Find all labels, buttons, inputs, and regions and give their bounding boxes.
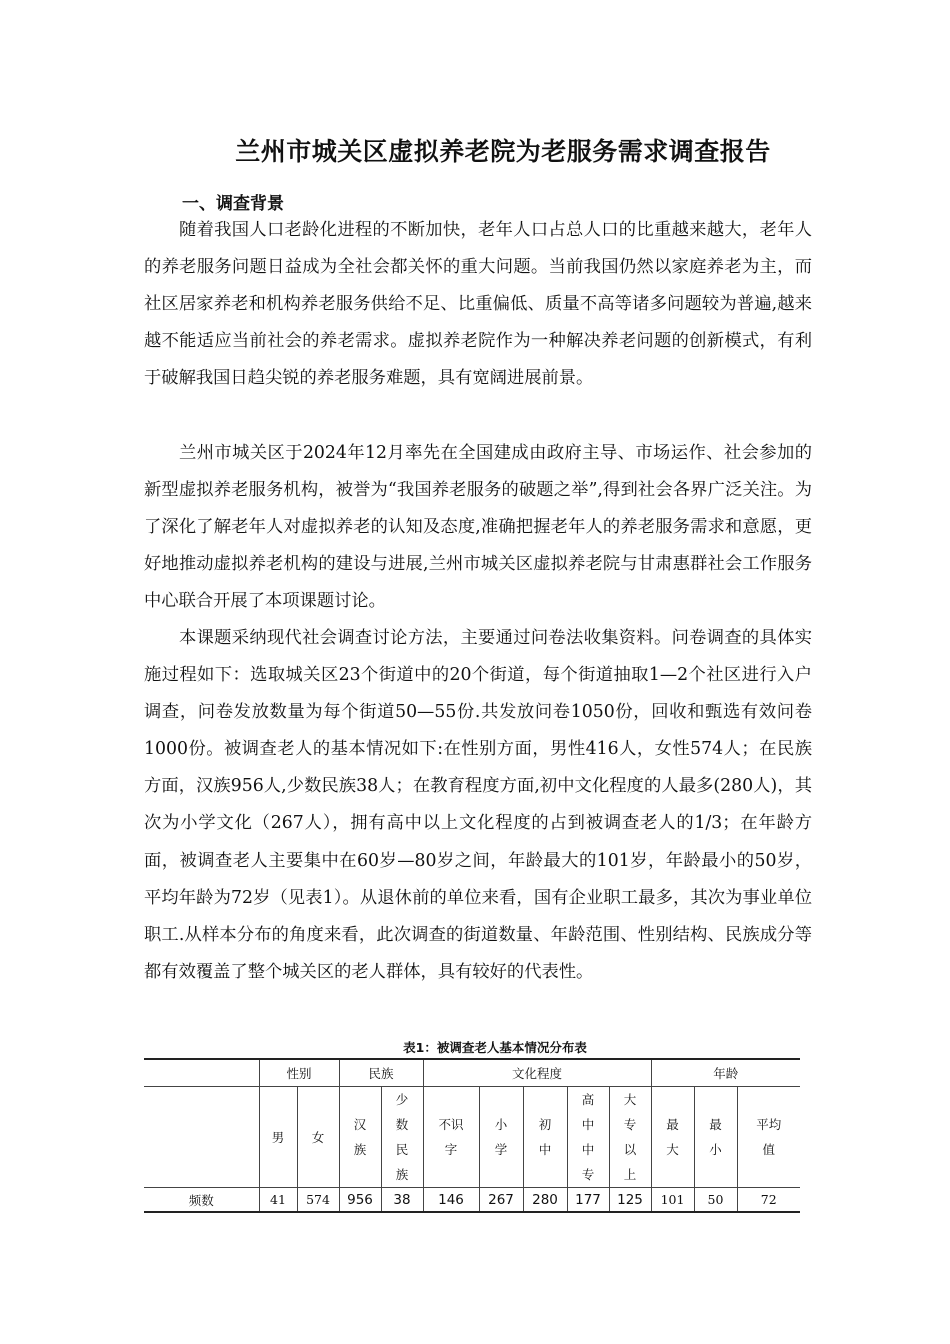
table-cell: 177 [567,1188,609,1213]
table-column-header: 最小 [694,1087,737,1188]
table-empty-cell [144,1087,259,1188]
table-cell: 50 [694,1188,737,1213]
table-header-row [144,1059,800,1087]
page-title: 兰州市城关区虚拟养老院为老服务需求调查报告 [235,137,771,166]
table-cell: 125 [609,1188,651,1213]
table-column-header: 大专以上 [609,1087,651,1188]
section-heading: 一、调查背景 [182,194,284,214]
paragraph: 随着我国人口老龄化进程的不断加快，老年人口占总人口的比重越来越大，老年人的养老服务问题日益成为全社会都关怀的重大问题。当前我国仍然以家庭养老为主，而社区居家养老和机构养老服务供给不足、比重偏低、质量不高等诸多问题较为普遍,越来越不能适应当前社会的养老需求。虚拟养老院作为一种解决养老问题的创新模式，有利于破解我国日趋尖锐的养老服务难题，具有宽阔进展前景。 [144,220,812,389]
table-column-header: 少数民族 [381,1087,423,1188]
table-column-header: 男 [259,1087,297,1188]
table-cell: 267 [479,1188,523,1213]
table-column-header: 平均值 [737,1087,800,1188]
table-cell: 72 [737,1188,800,1213]
table-cell: 41 [259,1188,297,1213]
table-column-header: 小学 [479,1087,523,1188]
table-cell: 38 [381,1188,423,1213]
table-group-header: 年龄 [651,1059,800,1087]
table-column-header: 高中中专 [567,1087,609,1188]
table-caption: 表1：被调查老人基本情况分布表 [403,1040,587,1055]
demographics-table [144,1058,800,1213]
paragraph: 本课题采纳现代社会调查讨论方法，主要通过问卷法收集资料。问卷调查的具体实施过程如下：选取城关区23个街道中的20个街道，每个街道抽取1—2个社区进行入户调查，问卷发放数量为每个街道50—55份.共发放问卷1050份，回收和甄选有效问卷1000份。被调查老人的基本情况如下:在性别方面，男性416人，女性574人；在民族方面，汉族956人,少数民族38人；在教育程度方面,初中文化程度的人最多(280人)，其次为小学文化（267人），拥有高中以上文化程度的占到被调查老人的1/3；在年龄方面，被调查老人主要集中在60岁—80岁之间，年龄最大的101岁，年龄最小的50岁，平均年龄为72岁（见表1）。从退休前的单位来看，国有企业职工最多，其次为事业单位职工.从样本分布的角度来看，此次调查的街道数量、年龄范围、性别结构、民族成分等都有效覆盖了整个城关区的老人群体，具有较好的代表性。 [144,628,812,982]
table-group-header: 民族 [339,1059,423,1087]
table-cell: 280 [523,1188,567,1213]
table-cell: 101 [651,1188,694,1213]
table-column-header: 汉族 [339,1087,381,1188]
table-row [144,1188,800,1213]
table-cell: 146 [423,1188,479,1213]
table-row-label: 频数 [144,1188,259,1213]
table-subheader-row [144,1087,800,1188]
table-column-header: 初中 [523,1087,567,1188]
table-group-header: 性别 [259,1059,339,1087]
paragraph: 兰州市城关区于2024年12月率先在全国建成由政府主导、市场运作、社会参加的新型虚拟养老服务机构，被誉为“我国养老服务的破题之举”,得到社会各界广泛关注。为了深化了解老年人对虚拟养老的认知及态度,准确把握老年人的养老服务需求和意愿，更好地推动虚拟养老机构的建设与进展,兰州市城关区虚拟养老院与甘肃惠群社会工作服务中心联合开展了本项课题讨论。 [144,443,812,612]
table-cell: 574 [297,1188,339,1213]
table-corner-cell [144,1059,259,1087]
table-column-header: 不识字 [423,1087,479,1188]
table-column-header: 最大 [651,1087,694,1188]
table-group-header: 文化程度 [423,1059,651,1087]
table-column-header: 女 [297,1087,339,1188]
table-cell: 956 [339,1188,381,1213]
